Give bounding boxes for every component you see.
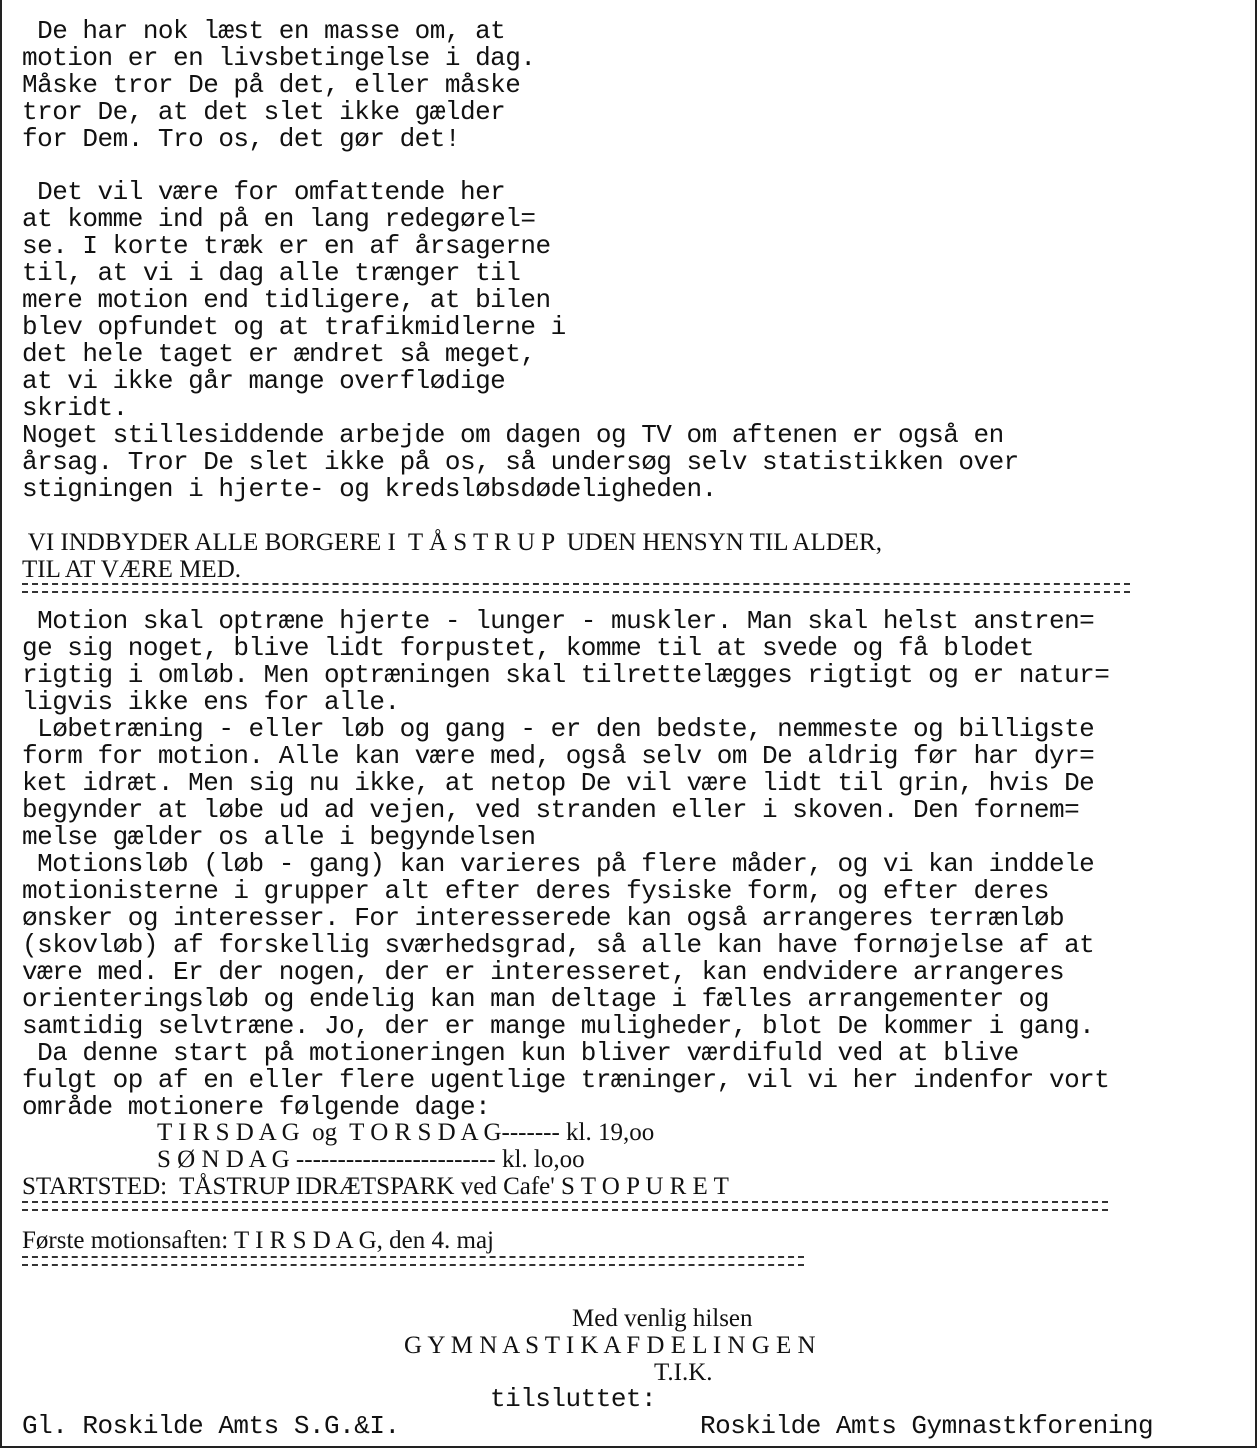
text-line: motion er en livsbetingelse i dag.	[22, 43, 536, 73]
body-line: begynder at løbe ud ad vejen, ved stranden eller i skoven. Den fornem=	[22, 795, 1080, 825]
text-line: Måske tror De på det, eller måske	[22, 70, 521, 100]
text-line: skridt.	[22, 393, 128, 423]
body-line: motionisterne i grupper alt efter deres fysiske form, og efter deres	[22, 876, 1049, 906]
body-line: Da denne start på motioneringen kun bliver værdifuld ved at blive	[22, 1038, 1019, 1068]
greeting: Med venlig hilsen	[572, 1305, 753, 1332]
text-line: at vi ikke går mange overflødige	[22, 366, 506, 396]
body-line: (skovløb) af forskellig sværhedsgrad, så alle kan have fornøjelse af at	[22, 930, 1095, 960]
club-name: T.I.K.	[654, 1359, 713, 1386]
body-line: være med. Er der nogen, der er interesseret, kan endvidere arrangeres	[22, 957, 1065, 987]
body-line: Løbetræning - eller løb og gang - er den bedste, nemmeste og billigste	[22, 714, 1095, 744]
separator-rule	[22, 1201, 1108, 1211]
text-line: for Dem. Tro os, det gør det!	[22, 124, 460, 154]
org-left: Gl. Roskilde Amts S.G.&I.	[22, 1411, 400, 1441]
body-line: område motionere følgende dage:	[22, 1092, 491, 1122]
text-line: at komme ind på en lang redegørel=	[22, 204, 536, 234]
text-line: stigningen i hjerte- og kredsløbsdødeligheden.	[22, 474, 717, 504]
text-line: til, at vi i dag alle trænger til	[22, 258, 521, 288]
body-line: ligvis ikke ens for alle.	[22, 687, 400, 717]
department-name: G Y M N A S T I K A F D E L I N G E N	[404, 1332, 816, 1359]
body-line: samtidig selvtræne. Jo, der er mange muligheder, blot De kommer i gang.	[22, 1011, 1095, 1041]
body-line: ge sig noget, blive lidt forpustet, komme til at svede og få blodet	[22, 633, 1034, 663]
body-line: Motionsløb (løb - gang) kan varieres på flere måder, og vi kan inddele	[22, 849, 1095, 879]
text-line: Det vil være for omfattende her	[22, 177, 506, 207]
text-line: Noget stillesiddende arbejde om dagen og TV om aftenen er også en	[22, 420, 1004, 450]
invitation-line: TIL AT VÆRE MED.	[22, 556, 241, 583]
first-evening: Første motionsaften: T I R S D A G, den 4. maj	[22, 1227, 494, 1254]
body-line: fulgt op af en eller flere ugentlige træninger, vil vi her indenfor vort	[22, 1065, 1110, 1095]
body-line: rigtig i omløb. Men optræningen skal tilrettelægges rigtigt og er natur=	[22, 660, 1110, 690]
affiliated-label: tilsluttet:	[490, 1384, 657, 1414]
schedule-sunday: S Ø N D A G ------------------------ kl. lo,oo	[157, 1146, 585, 1173]
body-line: ønsker og interesser. For interesserede kan også arrangeres terrænløb	[22, 903, 1065, 933]
schedule-weekday: T I R S D A G og T O R S D A G------- kl. 19,oo	[157, 1119, 655, 1146]
text-line: blev opfundet og at trafikmidlerne i	[22, 312, 566, 342]
start-location: STARTSTED: TÅSTRUP IDRÆTSPARK ved Cafe' S T O P U R E T	[22, 1173, 729, 1200]
org-right: Roskilde Amts Gymnastkforening	[700, 1411, 1154, 1441]
text-line: mere motion end tidligere, at bilen	[22, 285, 551, 315]
body-line: form for motion. Alle kan være med, også selv om De aldrig før har dyr=	[22, 741, 1095, 771]
body-line: ket idræt. Men sig nu ikke, at netop De vil være lidt til grin, hvis De	[22, 768, 1095, 798]
text-line: det hele taget er ændret så meget,	[22, 339, 536, 369]
text-line: se. I korte træk er en af årsagerne	[22, 231, 551, 261]
body-line: melse gælder os alle i begyndelsen	[22, 822, 536, 852]
separator-rule	[22, 1256, 804, 1266]
text-line: De har nok læst en masse om, at	[22, 16, 506, 46]
body-line: Motion skal optræne hjerte - lunger - muskler. Man skal helst anstren=	[22, 606, 1095, 636]
text-line: årsag. Tror De slet ikke på os, så undersøg selv statistikken over	[22, 447, 1019, 477]
separator-rule	[22, 583, 1130, 593]
invitation-line: VI INDBYDER ALLE BORGERE I T Å S T R U P UDEN HENSYN TIL ALDER,	[22, 529, 882, 556]
text-line: tror De, at det slet ikke gælder	[22, 97, 506, 127]
body-line: orienteringsløb og endelig kan man deltage i fælles arrangementer og	[22, 984, 1049, 1014]
